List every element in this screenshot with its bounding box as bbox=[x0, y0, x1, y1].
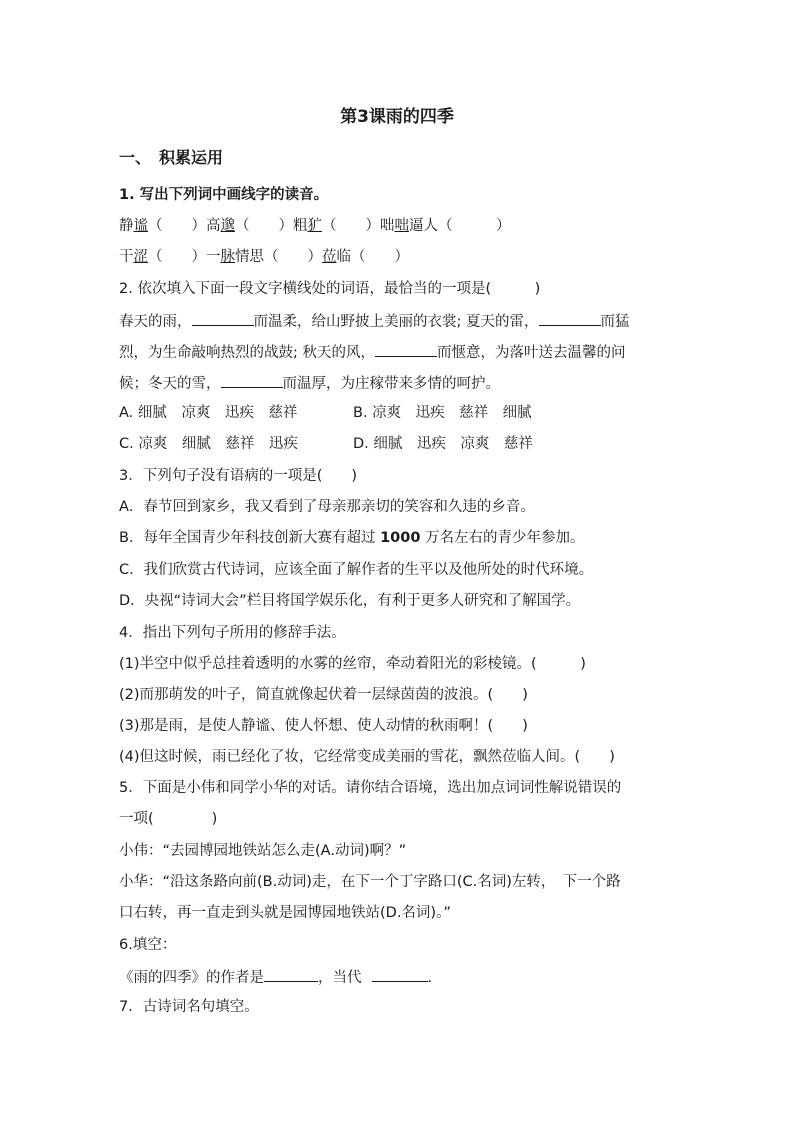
q4-sentence-4: (4)但这时候，雨已经化了妆，它经常变成美丽的雪花，飘然莅临人间。( ) bbox=[119, 749, 615, 765]
q1-word-gantse: 干涩（ ） bbox=[119, 249, 206, 265]
q1-word-yimaiqingsi: 一脉情思（ ） bbox=[206, 249, 322, 265]
underlined-char: 莅 bbox=[322, 249, 337, 265]
q2-option-d[interactable]: D. 细腻 迅疾 凉爽 慈祥 bbox=[353, 436, 533, 452]
underlined-char: 涩 bbox=[133, 249, 148, 265]
q2-paragraph-line2: 烈，为生命敲响热烈的战鼓; 秋天的风， 而惬意，为落叶送去温馨的问 bbox=[119, 342, 626, 362]
q3-option-a[interactable]: A．春节回到家乡，我又看到了母亲那亲切的笑容和久违的乡音。 bbox=[119, 499, 535, 515]
q1-word-gaomiao: 高邈（ ） bbox=[206, 218, 293, 234]
q2-option-a[interactable]: A. 细腻 凉爽 迅疾 慈祥 bbox=[119, 405, 298, 421]
section-heading-accumulation: 一、 积累运用 bbox=[119, 148, 224, 167]
q6-stem: 6.填空： bbox=[119, 937, 177, 953]
q5-dialogue-xiaohua-line1: 小华：“沿这条路向前(B.动词)走，在下一个丁字路口(C.名词)左转， 下一个路 bbox=[119, 874, 621, 890]
q5-dialogue-xiaowei: 小伟：“去园博园地铁站怎么走(A.动词)啊？” bbox=[119, 843, 407, 859]
q5-stem-line1: 5．下面是小伟和同学小华的对话。请你结合语境，选出加点词词性解说错误的 bbox=[119, 780, 622, 796]
q1-heading: 1. 写出下列词中画线字的读音。 bbox=[119, 187, 329, 203]
q5-dialogue-xiaohua-line2: 口右转，再一直走到头就是园博园地铁站(D.名词)。” bbox=[119, 905, 451, 921]
q2-options-row1 bbox=[119, 404, 532, 422]
answer-blank[interactable] bbox=[192, 311, 254, 326]
q3-option-d[interactable]: D．央视“诗词大会”栏目将国学娱乐化，有利于更多人研究和了解国学。 bbox=[119, 593, 581, 609]
underlined-char: 邈 bbox=[220, 218, 235, 234]
answer-blank[interactable] bbox=[375, 342, 437, 357]
q3-option-c[interactable]: C．我们欣赏古代诗词，应该全面了解作者的生平以及他所处的时代环境。 bbox=[119, 562, 594, 578]
q1-word-lilin: 莅临（ ） bbox=[322, 249, 409, 265]
q3-option-b[interactable]: B．每年全国青少年科技创新大赛有超过 1000 万名左右的青少年参加。 bbox=[119, 530, 585, 546]
q4-sentence-2: (2)而那萌发的叶子，简直就像起伏着一层绿茵茵的波浪。( ) bbox=[119, 687, 528, 703]
q4-sentence-3: (3)那是雨，是使人静谧、使人怀想、使人动情的秋雨啊！( ) bbox=[119, 718, 528, 734]
q4-stem: 4．指出下列句子所用的修辞手法。 bbox=[119, 625, 346, 641]
q1-word-jingmi: 静谧（ ） bbox=[119, 218, 206, 234]
underlined-char: 犷 bbox=[307, 218, 322, 234]
answer-blank[interactable] bbox=[539, 311, 601, 326]
page-title: 第3课雨的四季 bbox=[340, 107, 454, 127]
answer-blank[interactable] bbox=[221, 373, 283, 388]
q2-stem: 2. 依次填入下面一段文字横线处的词语，最恰当的一项是( ) bbox=[119, 281, 541, 297]
q5-stem-line2: 一项( ) bbox=[119, 811, 218, 827]
underlined-char: 谧 bbox=[133, 218, 148, 234]
q1-row1 bbox=[119, 217, 511, 235]
q2-option-b[interactable]: B. 凉爽 迅疾 慈祥 细腻 bbox=[353, 405, 532, 421]
q6-fill-line: 《雨的四季》的作者是 ，当代 . bbox=[119, 967, 432, 987]
q7-stem: 7．古诗词名句填空。 bbox=[119, 999, 259, 1015]
underlined-char: 咄 bbox=[394, 218, 409, 234]
q4-sentence-1: (1)半空中似乎总挂着透明的水雾的丝帘，牵动着阳光的彩棱镜。( ) bbox=[119, 656, 586, 672]
q3-stem: 3．下列句子没有语病的一项是( ) bbox=[119, 468, 358, 484]
underlined-char: 脉 bbox=[220, 249, 235, 265]
q2-option-c[interactable]: C. 凉爽 细腻 慈祥 迅疾 bbox=[119, 436, 298, 452]
q1-row2 bbox=[119, 248, 409, 266]
q1-word-cuguang: 粗犷（ ） bbox=[293, 218, 380, 234]
era-blank[interactable] bbox=[372, 967, 428, 982]
q2-paragraph-line3: 候；冬天的雪， 而温厚，为庄稼带来多情的呵护。 bbox=[119, 373, 500, 393]
q1-word-duoduobiren: 咄咄逼人（ ） bbox=[380, 218, 511, 234]
author-blank[interactable] bbox=[264, 967, 318, 982]
q2-options-row2 bbox=[119, 435, 533, 453]
q2-paragraph-line1: 春天的雨， 而温柔，给山野披上美丽的衣裳; 夏天的雷， 而猛 bbox=[119, 311, 630, 331]
